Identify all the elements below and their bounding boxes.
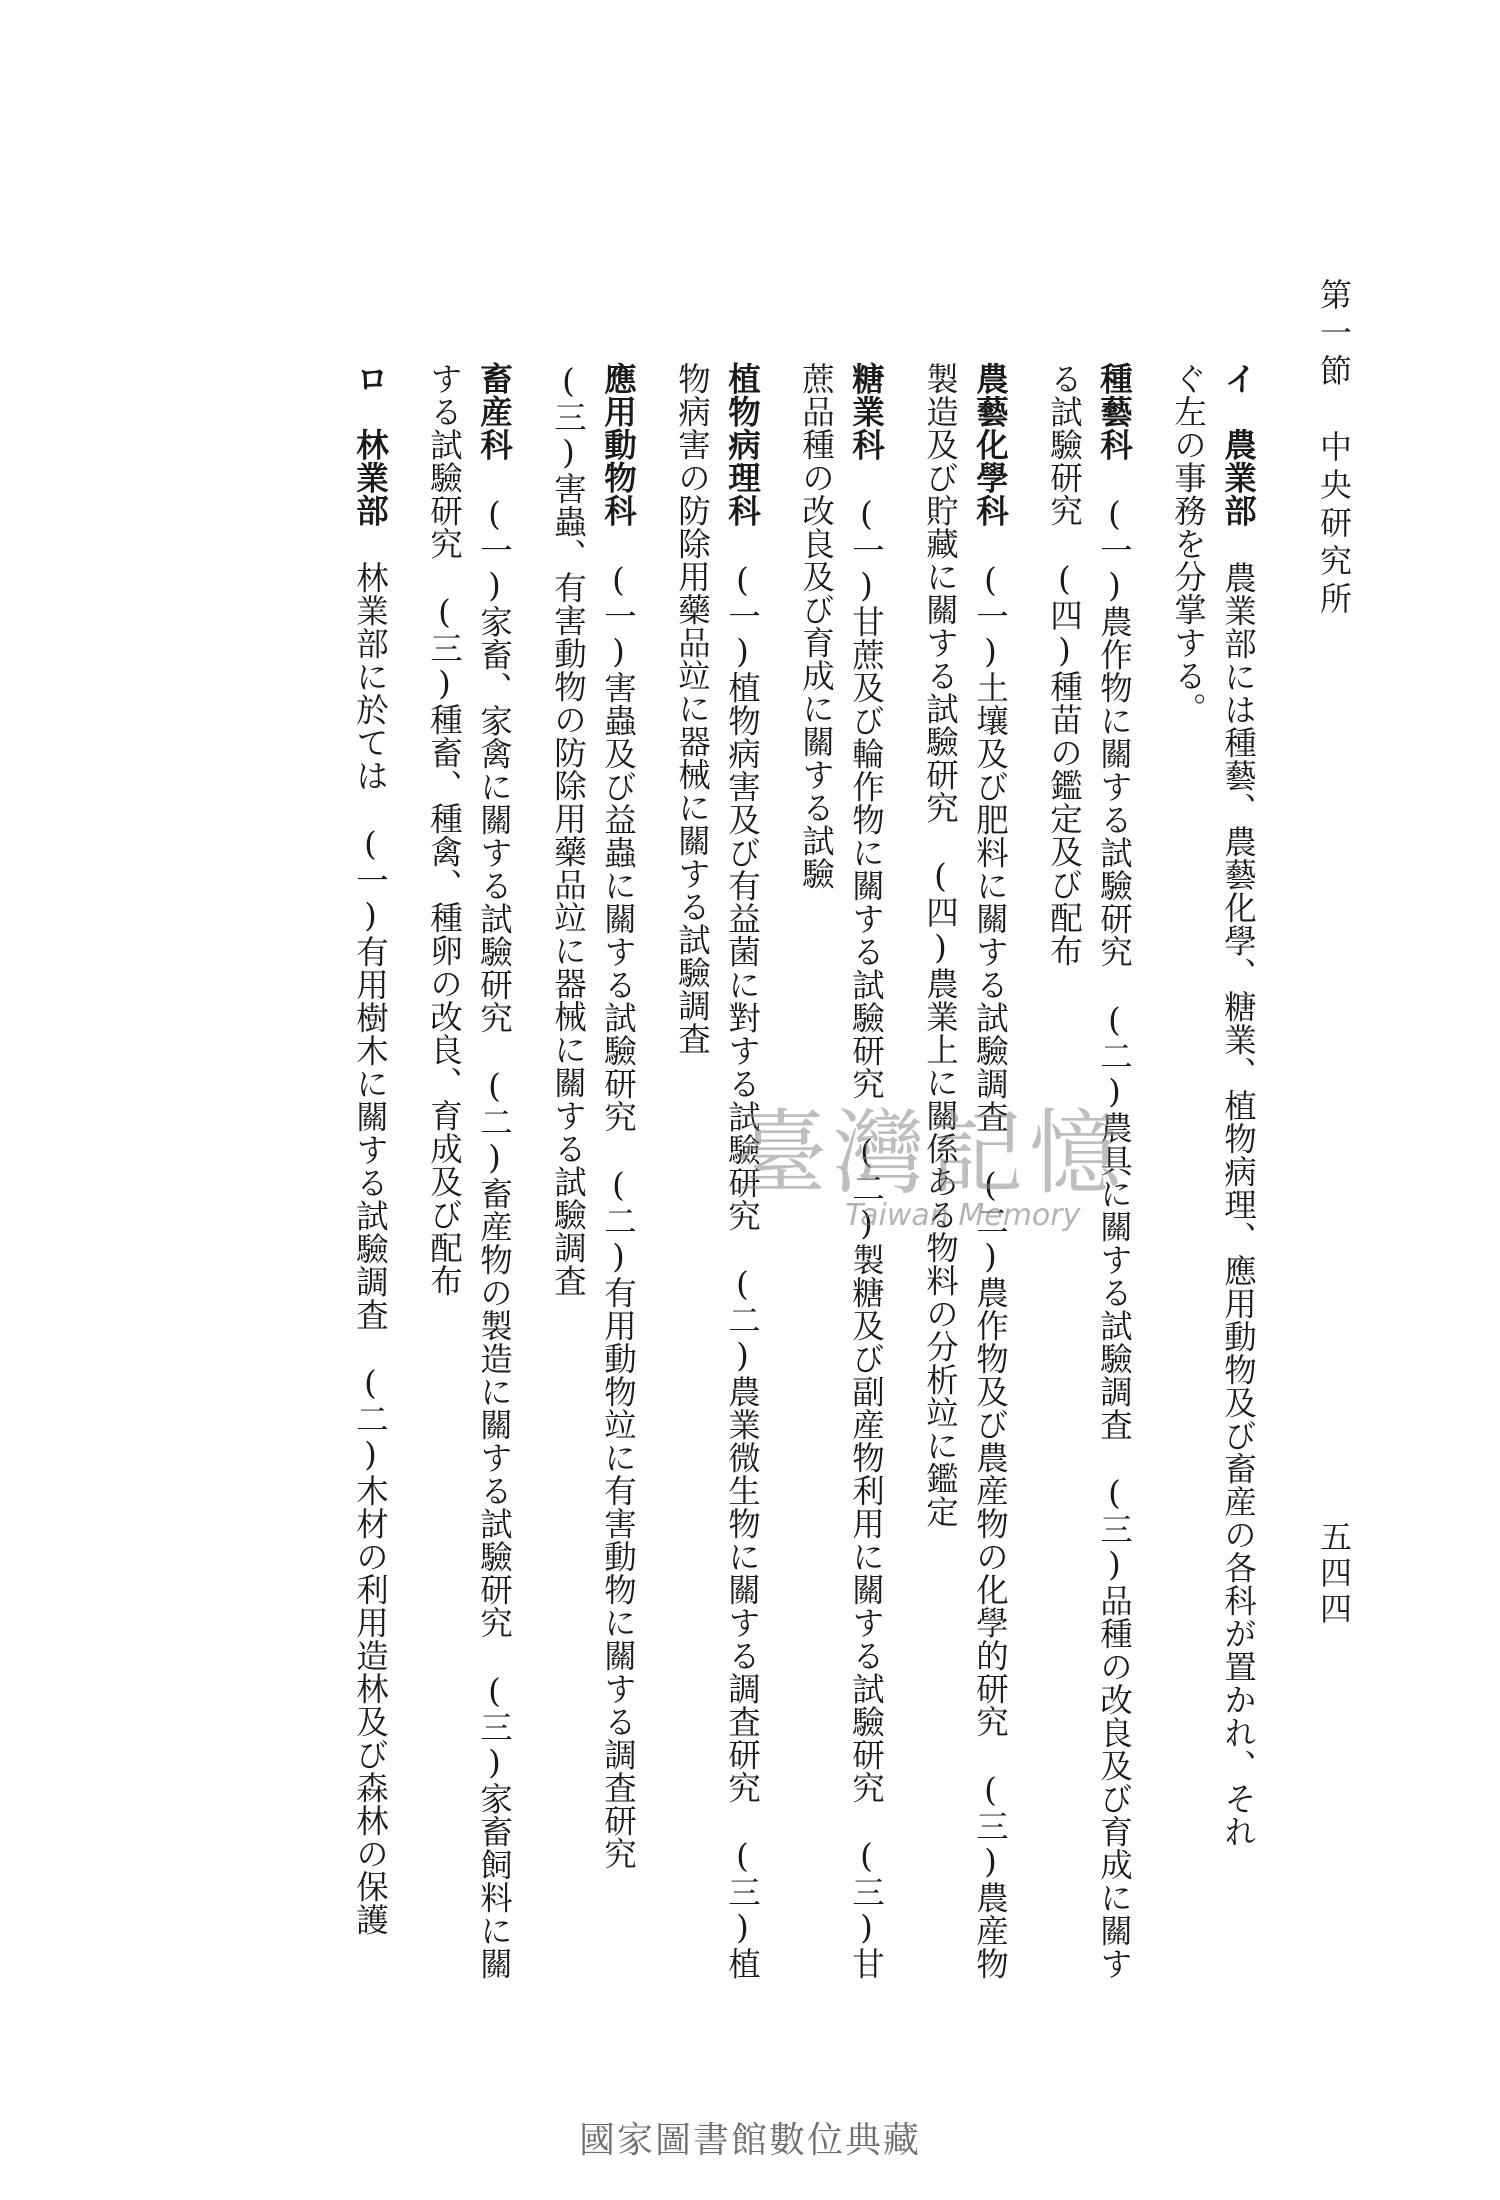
column-text: (三)害蟲、有害動物の防除用藥品竝に器械に關する試驗調査 (549, 362, 588, 1297)
page-number: 五四四 (1315, 1520, 1353, 1628)
section-heading: 植物病理科 (723, 362, 762, 527)
text-column (1045, 362, 1084, 967)
column-text: する試驗研究 (三)種畜、種禽、種卵の改良、育成及び配布 (425, 362, 464, 1297)
column-text: る試驗研究 (四)種苗の鑑定及び配布 (1045, 362, 1084, 967)
column-text: (一)害蟲及び益蟲に關する試驗研究 (二)有用動物竝に有害動物に關する調査研究 (599, 561, 638, 1870)
section-heading: 農藝化學科 (971, 362, 1010, 527)
column-text: (一)甘蔗及び輪作物に關する試驗研究 (二)製糖及び副産物利用に關する試驗研究 (三)甘 (847, 495, 886, 1980)
text-column (425, 362, 464, 1297)
section-heading: ロ 林業部 (351, 362, 390, 527)
text-column (549, 362, 588, 1297)
text-column (797, 362, 836, 890)
text-column (673, 362, 712, 1055)
section-heading: 糖業科 (847, 362, 886, 461)
column-text: (一)植物病害及び有益菌に對する試驗研究 (二)農業微生物に關する調査研究 (三)植 (723, 561, 762, 1980)
column-text: (一)家畜、家禽に關する試驗研究 (二)畜産物の製造に關する試驗研究 (三)家畜飼料に關 (475, 495, 514, 1980)
section-heading: イ 農業部 (1219, 362, 1258, 527)
column-text: (一)農作物に關する試驗研究 (二)農具に關する試驗調査 (三)品種の改良及び育成に關す (1095, 495, 1134, 1980)
column-text: (一)土壤及び肥料に關する試驗調査 (二)農作物及び農産物の化學的研究 (三)農産物 (971, 561, 1010, 1980)
footer-credit: 國家圖書館數位典藏 (578, 2120, 921, 2161)
column-text: 物病害の防除用藥品竝に器械に關する試驗調査 (673, 362, 712, 1055)
text-column (921, 362, 960, 1528)
watermark-subtitle: Taiwan Memory (845, 1198, 1081, 1233)
text-column (1169, 362, 1208, 725)
section-heading: 畜産科 (475, 362, 514, 461)
chapter-title: 第一節 中央研究所 (1315, 278, 1353, 620)
text-column (599, 362, 638, 1870)
column-text: 製造及び貯藏に關する試驗研究 (四)農業上に關係ある物料の分析竝に鑑定 (921, 362, 960, 1528)
text-column (475, 362, 514, 1980)
watermark-logo (735, 1080, 1195, 1233)
section-heading: 應用動物科 (599, 362, 638, 527)
section-heading: 種藝科 (1095, 362, 1134, 461)
column-text: 農業部には種藝、農藝化學、糖業、植物病理、應用動物及び畜産の各科が置かれ、それ (1219, 561, 1258, 1848)
text-column (351, 362, 390, 1936)
column-text: 蔗品種の改良及び育成に關する試驗 (797, 362, 836, 890)
text-column (1219, 362, 1258, 1848)
column-text: ぐ左の事務を分掌する。 (1169, 362, 1208, 725)
column-text: 林業部に於ては (一)有用樹木に關する試驗調査 (二)木材の利用造林及び森林の保護 (351, 561, 390, 1936)
watermark-title: 臺灣記憶 (735, 1100, 1128, 1207)
